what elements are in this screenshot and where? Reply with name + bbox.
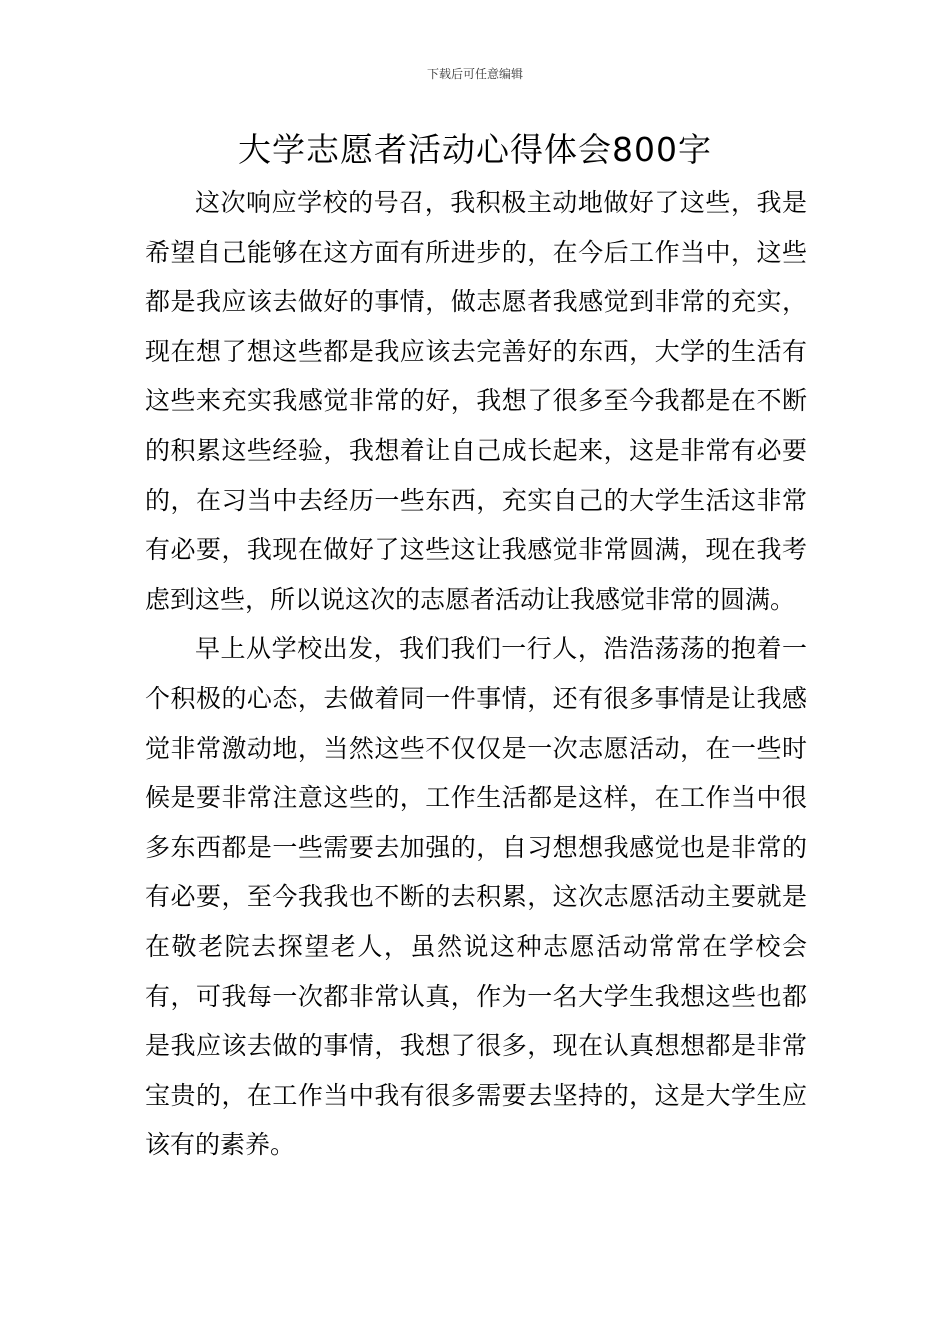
document-title: 大学志愿者活动心得体会800字 (238, 130, 712, 169)
paragraph-2: 早上从学校出发，我们我们一行人，浩浩荡荡的抱着一个积极的心态，去做着同一件事情，还有很多事情是让我感觉非常激动地，当然这些不仅仅是一次志愿活动，在一些时候是要非常注意这些的，工作生活都是这样，在工作当中很多东西都是一些需要去加强的，自习想想我感觉也是非常的有必要，至今我我也不断的去积累，这次志愿活动主要就是在敬老院去探望老人，虽然说这种志愿活动常常在学校会有，可我每一次都非常认真，作为一名大学生我想这些也都是我应该去做的事情，我想了很多，现在认真想想都是非常宝贵的，在工作当中我有很多需要去坚持的，这是大学生应该有的素养。 (145, 634, 807, 1160)
document-body (145, 178, 807, 1170)
header-note: 下载后可任意编辑 (426, 67, 523, 81)
paragraph-1: 这次响应学校的号召，我积极主动地做好了这些，我是希望自己能够在这方面有所进步的，在今后工作当中，这些都是我应该去做好的事情，做志愿者我感觉到非常的充实，现在想了想这些都是我应该去完善好的东西，大学的生活有这些来充实我感觉非常的好，我想了很多至今我都是在不断的积累这些经验，我想着让自己成长起来，这是非常有必要的，在习当中去经历一些东西，充实自己的大学生活这非常有必要，我现在做好了这些这让我感觉非常圆满，现在我考虑到这些，所以说这次的志愿者活动让我感觉非常的圆满。 (145, 188, 807, 614)
